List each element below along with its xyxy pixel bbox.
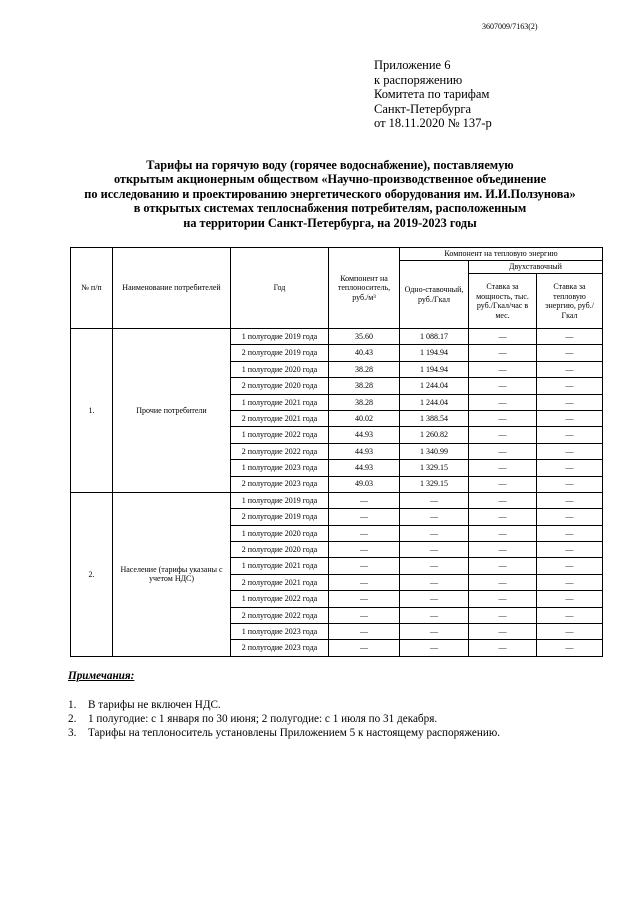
- heat-carrier-cell: 38.28: [329, 394, 400, 410]
- period-cell: 1 полугодие 2022 года: [231, 427, 329, 443]
- single-rate-cell: 1 194.94: [400, 361, 469, 377]
- header-heat-energy: Компонент на тепловую энергию: [400, 248, 603, 261]
- heat-carrier-cell: 44.93: [329, 443, 400, 459]
- single-rate-cell: 1 194.94: [400, 345, 469, 361]
- single-rate-cell: —: [400, 574, 469, 590]
- energy-rate-cell: —: [537, 410, 603, 426]
- capacity-rate-cell: —: [469, 476, 537, 492]
- title-line: Тарифы на горячую воду (горячее водоснабжение), поставляемую: [146, 158, 514, 172]
- heat-carrier-cell: —: [329, 624, 400, 640]
- capacity-rate-cell: —: [469, 410, 537, 426]
- single-rate-cell: —: [400, 558, 469, 574]
- heat-carrier-cell: 40.43: [329, 345, 400, 361]
- appendix-line: Приложение 6: [374, 58, 451, 72]
- heat-carrier-cell: —: [329, 509, 400, 525]
- appendix-line: от 18.11.2020 № 137-р: [374, 116, 492, 131]
- period-cell: 2 полугодие 2019 года: [231, 509, 329, 525]
- energy-rate-cell: —: [537, 542, 603, 558]
- capacity-rate-cell: —: [469, 427, 537, 443]
- note-text: 1 полугодие: с 1 января по 30 июня; 2 полугодие: с 1 июля по 31 декабря.: [88, 712, 438, 725]
- capacity-rate-cell: —: [469, 607, 537, 623]
- heat-carrier-cell: —: [329, 640, 400, 656]
- period-cell: 1 полугодие 2020 года: [231, 525, 329, 541]
- heat-carrier-cell: —: [329, 492, 400, 508]
- energy-rate-cell: —: [537, 574, 603, 590]
- energy-rate-cell: —: [537, 591, 603, 607]
- period-cell: 2 полугодие 2021 года: [231, 574, 329, 590]
- single-rate-cell: 1 329.15: [400, 476, 469, 492]
- single-rate-cell: 1 329.15: [400, 460, 469, 476]
- header-capacity-rate: Ставка за мощность, тыс. руб./Гкал/час в мес.: [469, 274, 537, 329]
- header-heat-carrier: Компонент на теплоноситель, руб./м³: [329, 248, 400, 329]
- table-row: [71, 329, 603, 345]
- single-rate-cell: 1 340.99: [400, 443, 469, 459]
- single-rate-cell: 1 244.04: [400, 394, 469, 410]
- capacity-rate-cell: —: [469, 345, 537, 361]
- appendix-line: Комитета по тарифам: [374, 87, 490, 102]
- heat-carrier-cell: 44.93: [329, 427, 400, 443]
- heat-carrier-cell: 35.60: [329, 329, 400, 345]
- single-rate-cell: 1 260.82: [400, 427, 469, 443]
- energy-rate-cell: —: [537, 558, 603, 574]
- header-num: № п/п: [71, 248, 113, 329]
- single-rate-cell: —: [400, 509, 469, 525]
- period-cell: 2 полугодие 2023 года: [231, 640, 329, 656]
- heat-carrier-cell: —: [329, 574, 400, 590]
- period-cell: 2 полугодие 2019 года: [231, 345, 329, 361]
- capacity-rate-cell: —: [469, 509, 537, 525]
- heat-carrier-cell: 40.02: [329, 410, 400, 426]
- period-cell: 1 полугодие 2022 года: [231, 591, 329, 607]
- header-energy-rate: Ставка за тепловую энергию, руб./Гкал: [537, 274, 603, 329]
- note-item: [68, 727, 500, 741]
- appendix-header: [374, 58, 492, 131]
- capacity-rate-cell: —: [469, 591, 537, 607]
- period-cell: 2 полугодие 2023 года: [231, 476, 329, 492]
- energy-rate-cell: —: [537, 345, 603, 361]
- title-line: по исследованию и проектированию энергетического оборудования им. И.И.Ползунова»: [84, 186, 576, 201]
- heat-carrier-cell: —: [329, 591, 400, 607]
- energy-rate-cell: —: [537, 378, 603, 394]
- heat-carrier-cell: 38.28: [329, 378, 400, 394]
- energy-rate-cell: —: [537, 443, 603, 459]
- capacity-rate-cell: —: [469, 329, 537, 345]
- single-rate-cell: —: [400, 640, 469, 656]
- period-cell: 1 полугодие 2020 года: [231, 361, 329, 377]
- note-item: [68, 699, 500, 713]
- single-rate-cell: —: [400, 591, 469, 607]
- heat-carrier-cell: —: [329, 542, 400, 558]
- header-consumer: Наименование потребителей: [113, 248, 231, 329]
- consumer-cell: Население (тарифы указаны с учетом НДС): [113, 492, 231, 656]
- heat-carrier-cell: —: [329, 525, 400, 541]
- capacity-rate-cell: —: [469, 542, 537, 558]
- single-rate-cell: —: [400, 624, 469, 640]
- heat-carrier-cell: —: [329, 558, 400, 574]
- period-cell: 1 полугодие 2019 года: [231, 329, 329, 345]
- capacity-rate-cell: —: [469, 624, 537, 640]
- consumer-cell: Прочие потребители: [113, 329, 231, 493]
- energy-rate-cell: —: [537, 492, 603, 508]
- title-line: на территории Санкт-Петербурга, на 2019-2023 годы: [183, 215, 477, 230]
- single-rate-cell: —: [400, 492, 469, 508]
- note-text: В тарифы не включен НДС.: [88, 699, 221, 711]
- single-rate-cell: 1 244.04: [400, 378, 469, 394]
- document-title: [60, 158, 600, 230]
- energy-rate-cell: —: [537, 361, 603, 377]
- appendix-line: Санкт-Петербурга: [374, 101, 472, 116]
- title-line: в открытых системах теплоснабжения потребителям, расположенным: [133, 201, 527, 216]
- capacity-rate-cell: —: [469, 394, 537, 410]
- group-number-cell: 1.: [71, 329, 113, 493]
- capacity-rate-cell: —: [469, 378, 537, 394]
- energy-rate-cell: —: [537, 329, 603, 345]
- capacity-rate-cell: —: [469, 443, 537, 459]
- tariff-table: [70, 247, 603, 657]
- notes-list: [68, 699, 500, 740]
- capacity-rate-cell: —: [469, 640, 537, 656]
- single-rate-cell: 1 088.17: [400, 329, 469, 345]
- note-number: 2.: [68, 712, 77, 725]
- notes-section: [68, 670, 500, 740]
- energy-rate-cell: —: [537, 509, 603, 525]
- notes-title: Примечания:: [68, 670, 135, 682]
- header-single-rate: Одно-ставочный, руб./Гкал: [400, 261, 469, 329]
- heat-carrier-cell: 38.28: [329, 361, 400, 377]
- note-number: 1.: [68, 699, 77, 711]
- header-year: Год: [231, 248, 329, 329]
- energy-rate-cell: —: [537, 640, 603, 656]
- energy-rate-cell: —: [537, 607, 603, 623]
- period-cell: 1 полугодие 2023 года: [231, 460, 329, 476]
- period-cell: 2 полугодие 2022 года: [231, 607, 329, 623]
- energy-rate-cell: —: [537, 624, 603, 640]
- period-cell: 2 полугодие 2020 года: [231, 542, 329, 558]
- period-cell: 2 полугодие 2022 года: [231, 443, 329, 459]
- energy-rate-cell: —: [537, 427, 603, 443]
- header-two-rate: Двухставочный: [469, 261, 603, 274]
- document-number: 3607009/7163(2): [482, 22, 538, 31]
- capacity-rate-cell: —: [469, 460, 537, 476]
- single-rate-cell: 1 388.54: [400, 410, 469, 426]
- title-line: открытым акционерным обществом «Научно-производственное объединение: [113, 172, 547, 187]
- group-number-cell: 2.: [71, 492, 113, 656]
- period-cell: 1 полугодие 2023 года: [231, 624, 329, 640]
- note-text: Тарифы на теплоноситель установлены Приложением 5 к настоящему распоряжению.: [88, 726, 500, 739]
- capacity-rate-cell: —: [469, 525, 537, 541]
- energy-rate-cell: —: [537, 460, 603, 476]
- heat-carrier-cell: 44.93: [329, 460, 400, 476]
- single-rate-cell: —: [400, 607, 469, 623]
- energy-rate-cell: —: [537, 476, 603, 492]
- heat-carrier-cell: —: [329, 607, 400, 623]
- capacity-rate-cell: —: [469, 574, 537, 590]
- period-cell: 1 полугодие 2021 года: [231, 394, 329, 410]
- period-cell: 1 полугодие 2021 года: [231, 558, 329, 574]
- table-body: [71, 329, 603, 657]
- energy-rate-cell: —: [537, 394, 603, 410]
- heat-carrier-cell: 49.03: [329, 476, 400, 492]
- period-cell: 2 полугодие 2020 года: [231, 378, 329, 394]
- single-rate-cell: —: [400, 525, 469, 541]
- capacity-rate-cell: —: [469, 492, 537, 508]
- table-row: [71, 492, 603, 508]
- note-item: [68, 713, 500, 727]
- energy-rate-cell: —: [537, 525, 603, 541]
- capacity-rate-cell: —: [469, 361, 537, 377]
- period-cell: 1 полугодие 2019 года: [231, 492, 329, 508]
- note-number: 3.: [68, 726, 77, 739]
- period-cell: 2 полугодие 2021 года: [231, 410, 329, 426]
- appendix-line: к распоряжению: [374, 72, 463, 87]
- capacity-rate-cell: —: [469, 558, 537, 574]
- single-rate-cell: —: [400, 542, 469, 558]
